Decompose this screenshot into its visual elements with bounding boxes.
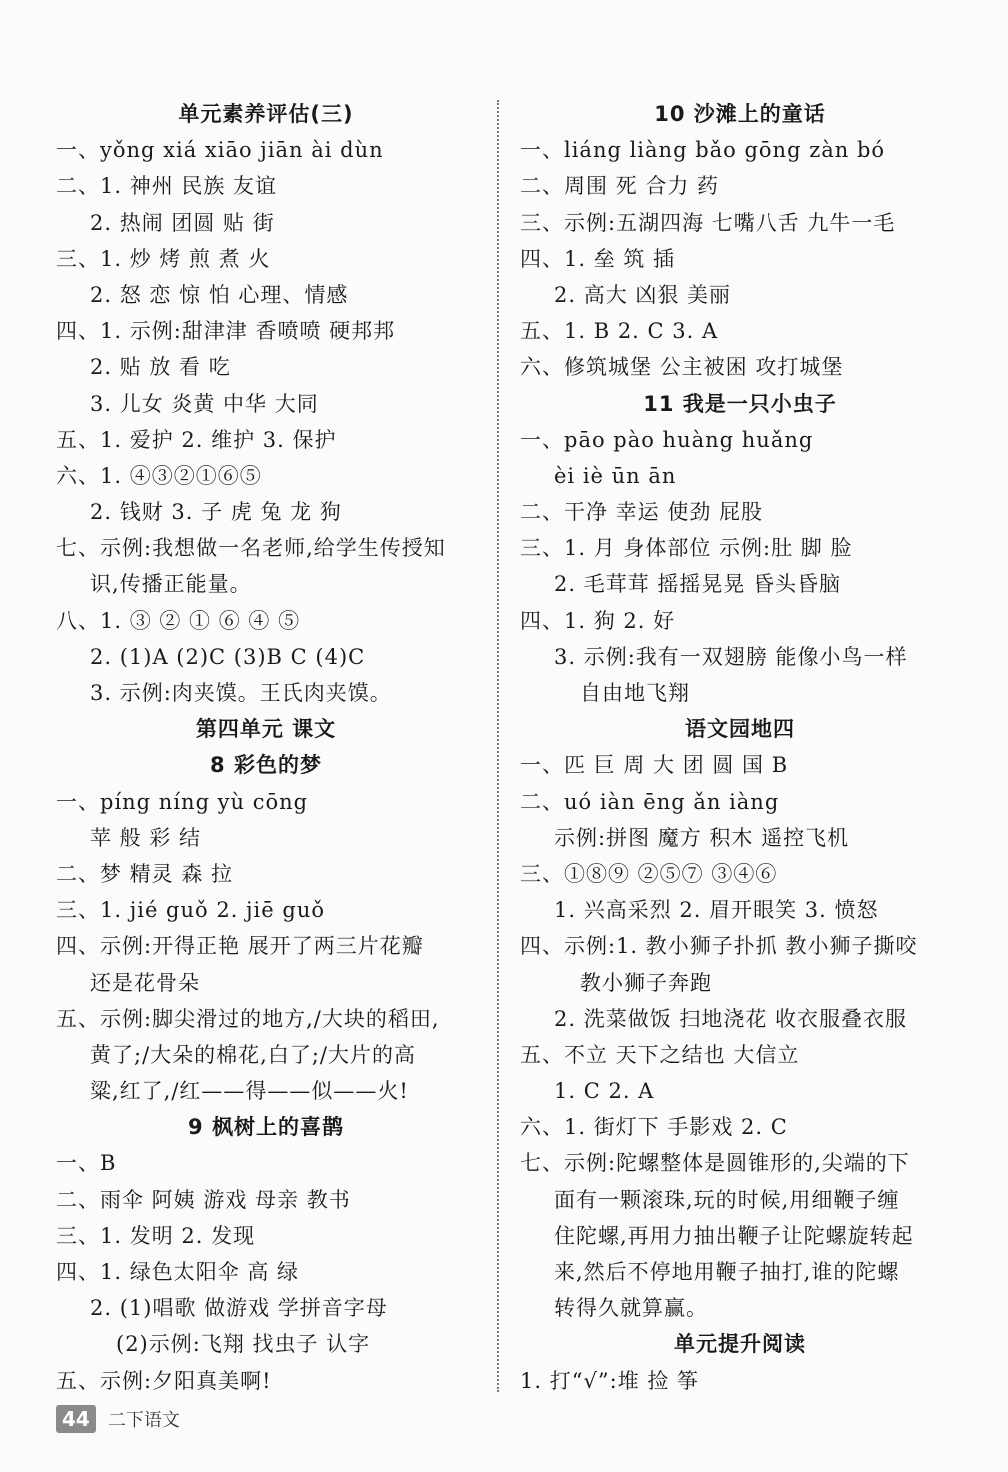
- answer-line: 二、周围 死 合力 药: [520, 174, 720, 199]
- section-heading: 10 沙滩上的童话: [654, 102, 826, 126]
- page-number: 44: [56, 1405, 96, 1433]
- answer-line: 四、1. 示例:甜津津 香喷喷 硬邦邦: [56, 319, 396, 344]
- answer-line: (2)示例:飞翔 找虫子 认字: [116, 1332, 371, 1357]
- answer-line: 一、B: [56, 1151, 117, 1176]
- answer-line: 苹 般 彩 结: [90, 825, 202, 850]
- answer-line: 2. 洗菜做饭 扫地浇花 收衣服叠衣服: [554, 1006, 908, 1031]
- answer-line: 2. 贴 放 看 吃: [90, 355, 231, 380]
- answer-line: èi iè ūn ān: [554, 463, 677, 488]
- answer-line: 七、示例:我想做一名老师,给学生传授知: [56, 536, 446, 561]
- answer-line: 识,传播正能量。: [90, 572, 252, 597]
- section-heading: 11 我是一只小虫子: [643, 391, 837, 416]
- section-heading: 9 枫树上的喜鹊: [188, 1115, 344, 1140]
- section-heading: 第四单元 课文: [195, 717, 337, 742]
- answer-line: 三、1. jié guǒ 2. jiē guǒ: [56, 898, 325, 923]
- answer-line: 面有一颗滚珠,玩的时候,用细鞭子缠: [554, 1187, 900, 1212]
- answer-line: 黄了;/大朵的棉花,白了;/大片的高: [90, 1042, 416, 1067]
- answer-line: 四、1. 绿色太阳伞 高 绿: [56, 1260, 300, 1284]
- answer-line: 三、1. 月 身体部位 示例:肚 脚 脸: [520, 536, 853, 561]
- answer-line: 3. 示例:肉夹馍。王氏肉夹馍。: [90, 681, 392, 705]
- answer-line: 二、梦 精灵 森 拉: [56, 861, 234, 886]
- answer-line: 1. C 2. A: [554, 1079, 655, 1104]
- answer-line: 二、干净 幸运 使劲 屁股: [520, 500, 764, 525]
- answer-line: 2. 热闹 团圆 贴 街: [90, 210, 275, 235]
- answer-line: 转得久就算赢。: [554, 1296, 708, 1321]
- section-heading: 单元素养评估(三): [178, 102, 354, 126]
- answer-line: 示例:拼图 魔方 积木 遥控飞机: [554, 825, 850, 850]
- answer-line: 1. 打“√”:堆 捡 筝: [520, 1368, 699, 1393]
- answer-line: 2. 怒 恋 惊 怕 心理、情感: [90, 282, 349, 307]
- page-footer: [56, 1404, 180, 1434]
- answer-line: 二、1. 神州 民族 友谊: [56, 174, 278, 199]
- answer-line: 三、①⑧⑨ ②⑤⑦ ③④⑥: [520, 861, 778, 886]
- answer-line: 1. 兴高采烈 2. 眉开眼笑 3. 愤怒: [554, 898, 879, 923]
- answer-line: 2. 钱财 3. 子 虎 兔 龙 狗: [90, 500, 342, 525]
- answer-line: 住陀螺,再用力抽出鞭子让陀螺旋转起: [554, 1223, 914, 1248]
- answer-line: 五、1. B 2. C 3. A: [520, 319, 719, 344]
- answer-line: 教小狮子奔跑: [580, 970, 712, 995]
- answer-line: 五、示例:脚尖滑过的地方,/大块的稻田,: [56, 1006, 440, 1031]
- answer-line: 一、yǒng xiá xiāo jiān ài dùn: [56, 138, 384, 163]
- section-heading: 单元提升阅读: [674, 1332, 806, 1357]
- answer-line: 三、示例:五湖四海 七嘴八舌 九牛一毛: [520, 210, 896, 235]
- answer-line: 四、1. 垒 筑 插: [520, 246, 676, 271]
- answer-line: 一、匹 巨 周 大 团 圆 国 B: [520, 753, 789, 778]
- answer-line: 五、1. 爱护 2. 维护 3. 保护: [56, 427, 337, 452]
- left-column: [56, 96, 476, 1399]
- answer-line: 2. 高大 凶狠 美丽: [554, 282, 732, 307]
- answer-line: 五、不立 天下之结也 大信立: [520, 1042, 800, 1067]
- answer-line: 三、1. 炒 烤 煎 煮 火: [56, 246, 271, 271]
- answer-line: 四、示例:开得正艳 展开了两三片花瓣: [56, 934, 424, 959]
- answer-line: 一、liáng liàng bǎo gōng zàn bó: [520, 138, 886, 163]
- answer-line: 六、修筑城堡 公主被困 攻打城堡: [520, 355, 844, 380]
- section-heading: 语文园地四: [685, 717, 795, 742]
- right-column: [520, 96, 960, 1399]
- answer-line: 2. (1)唱歌 做游戏 学拼音字母: [90, 1296, 388, 1321]
- answer-line: 3. 儿女 炎黄 中华 大同: [90, 391, 319, 416]
- answer-line: 自由地飞翔: [580, 681, 690, 705]
- answer-line: 七、示例:陀螺整体是圆锥形的,尖端的下: [520, 1151, 910, 1176]
- answer-line: 来,然后不停地用鞭子抽打,谁的陀螺: [554, 1260, 900, 1284]
- answer-line: 六、1. ④③②①⑥⑤: [56, 463, 262, 488]
- answer-line: 2. 毛茸茸 摇摇晃晃 昏头昏脑: [554, 572, 842, 597]
- answer-line: 五、示例:夕阳真美啊!: [56, 1368, 272, 1393]
- column-divider: [497, 100, 499, 1392]
- answer-line: 四、示例:1. 教小狮子扑抓 教小狮子撕咬: [520, 934, 918, 959]
- answer-line: 2. (1)A (2)C (3)B C (4)C: [90, 644, 366, 669]
- answer-line: 还是花骨朵: [90, 970, 200, 995]
- answer-line: 六、1. 街灯下 手影戏 2. C: [520, 1115, 788, 1140]
- answer-line: 一、pāo pào huàng huǎng: [520, 427, 814, 452]
- answer-line: 3. 示例:我有一双翅膀 能像小鸟一样: [554, 644, 908, 669]
- book-label: 二下语文: [107, 1410, 180, 1431]
- answer-line: 粱,红了,/红——得——似——火!: [90, 1079, 409, 1104]
- answer-line: 二、uó iàn ēng ǎn iàng: [520, 789, 780, 814]
- answer-line: 一、píng níng yù cōng: [56, 789, 309, 814]
- answer-line: 三、1. 发明 2. 发现: [56, 1223, 256, 1248]
- answer-line: 二、雨伞 阿姨 游戏 母亲 教书: [56, 1187, 351, 1212]
- answer-line: 八、1. ③ ② ① ⑥ ④ ⑤: [56, 608, 301, 633]
- section-heading: 8 彩色的梦: [210, 753, 322, 778]
- answer-line: 四、1. 狗 2. 好: [520, 608, 676, 633]
